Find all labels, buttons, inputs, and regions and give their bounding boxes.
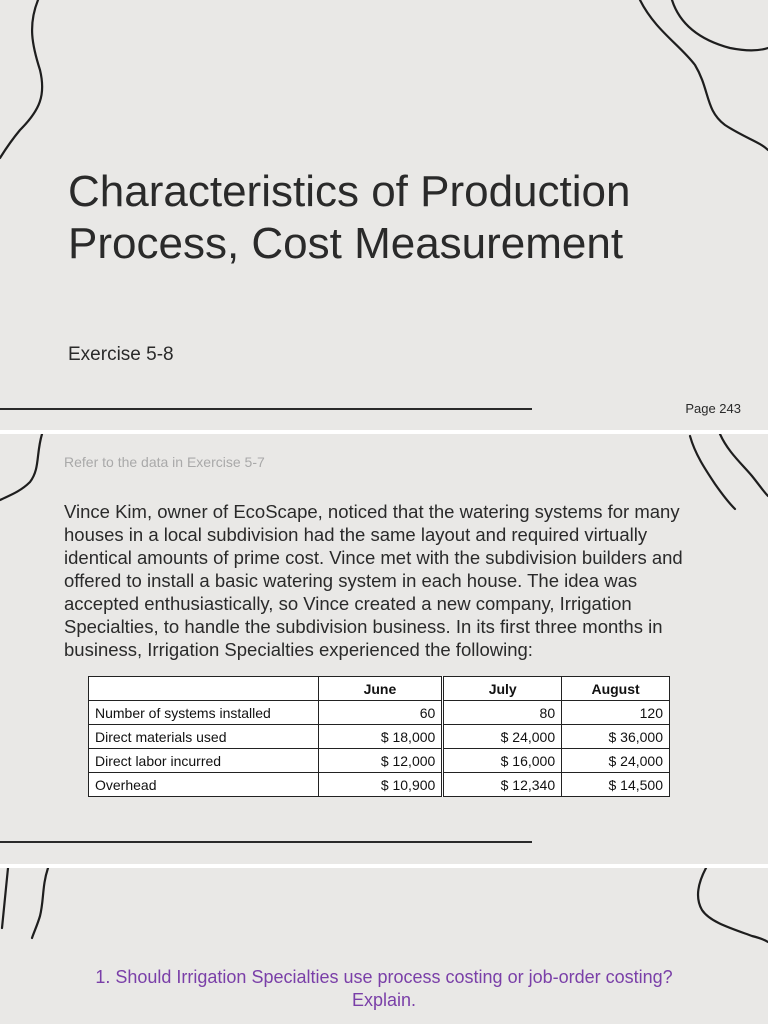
table-row	[89, 725, 670, 749]
question-slide	[0, 868, 768, 1024]
discussion-question: 1. Should Irrigation Specialties use process costing or job-order costing? Explain.	[95, 967, 673, 1010]
table-cell: $ 10,900	[318, 773, 443, 797]
data-slide	[0, 434, 768, 864]
table-cell: 80	[443, 701, 562, 725]
table-row	[89, 701, 670, 725]
table-cell: $ 36,000	[562, 725, 670, 749]
table-cell: Direct labor incurred	[89, 749, 319, 773]
table-cell: $ 24,000	[443, 725, 562, 749]
table-header-cell	[89, 677, 319, 701]
table-cell: 120	[562, 701, 670, 725]
table-row	[89, 773, 670, 797]
problem-description: Vince Kim, owner of EcoScape, noticed that the watering systems for many houses in a local subdivision had the same layout and required virtually identical amounts of prime cost. Vince met with the subdivision builders and offered to install a basic watering system in each house. The idea was accepted enthusiastically, so Vince created a new company, Irrigation Specialties, to handle the subdivision business. In its first three months in business, Irrigation Specialties experienced the following:	[64, 501, 683, 660]
page-reference: Page 243	[685, 401, 741, 416]
divider-line	[0, 408, 532, 410]
table-header-row	[89, 677, 670, 701]
table-cell: $ 12,340	[443, 773, 562, 797]
table-header-cell: August	[562, 677, 670, 701]
table-cell: Number of systems installed	[89, 701, 319, 725]
table-cell: Direct materials used	[89, 725, 319, 749]
table-cell: $ 12,000	[318, 749, 443, 773]
title-slide	[0, 0, 768, 430]
table-cell: $ 14,500	[562, 773, 670, 797]
table-cell: $ 24,000	[562, 749, 670, 773]
table-header-cell: July	[443, 677, 562, 701]
table-cell: Overhead	[89, 773, 319, 797]
table-header-cell: June	[318, 677, 443, 701]
table-cell: $ 18,000	[318, 725, 443, 749]
reference-note: Refer to the data in Exercise 5-7	[64, 454, 265, 470]
cost-data-table	[88, 676, 670, 797]
exercise-label: Exercise 5-8	[68, 344, 174, 365]
slide-title: Characteristics of Production Process, Cost Measurement	[68, 167, 631, 268]
table-cell: $ 16,000	[443, 749, 562, 773]
divider-line	[0, 841, 532, 843]
table-cell: 60	[318, 701, 443, 725]
table-row	[89, 749, 670, 773]
